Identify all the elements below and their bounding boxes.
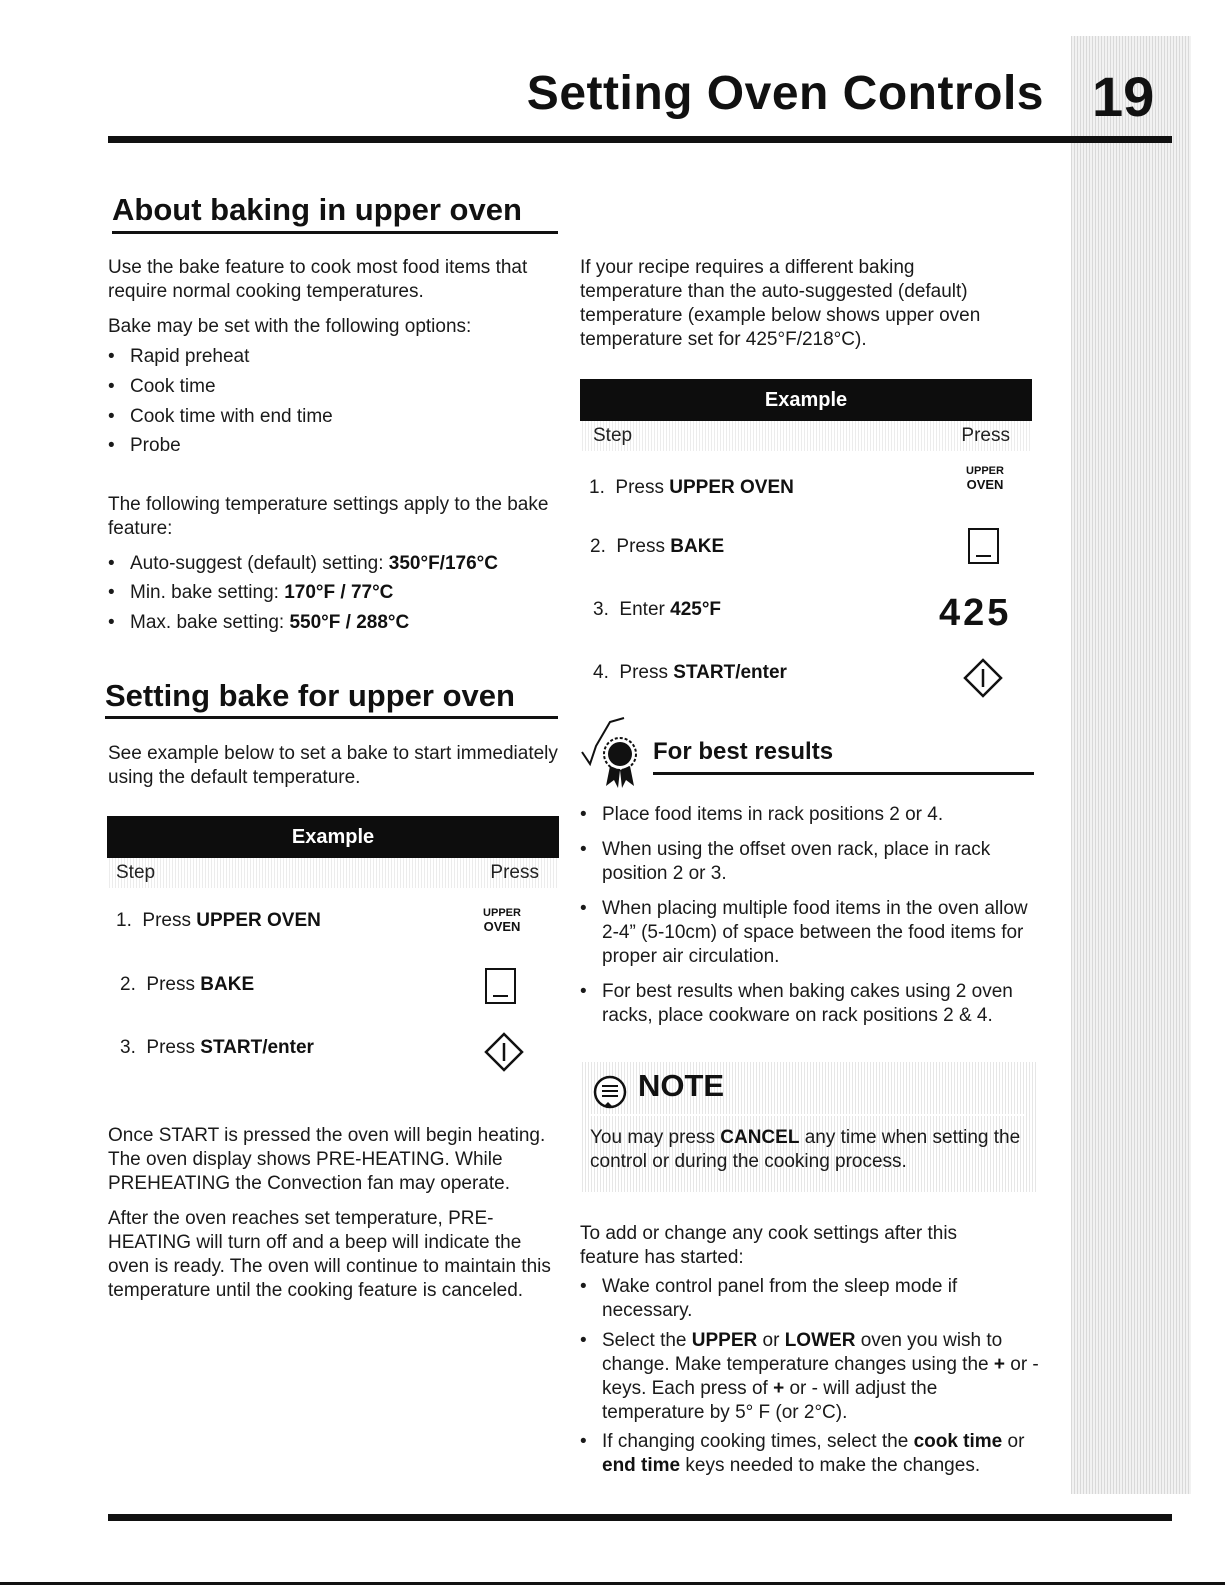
col-step: Step	[593, 425, 633, 446]
about-intro: Use the bake feature to cook most food items that require normal cooking temperatures.	[108, 257, 528, 302]
temp-item: • Min. bake setting: 170°F / 77°C	[108, 581, 393, 605]
option-item: • Cook time	[108, 375, 216, 399]
note-icon	[592, 1074, 628, 1110]
option-item: • Probe	[108, 434, 181, 458]
upper-oven-key: UPPER OVEN	[483, 907, 521, 934]
page-title: Setting Oven Controls	[526, 67, 1044, 120]
footer-rule	[108, 1514, 1172, 1521]
award-ribbon-icon	[580, 716, 648, 792]
temps-intro: The following temperature settings apply to the bake feature:	[108, 494, 549, 539]
option-item: • Cook time with end time	[108, 405, 333, 429]
best-results-item: • Place food items in rack positions 2 or 4.	[580, 803, 1042, 827]
change-item: • Wake control panel from the sleep mode if necessary.	[580, 1275, 1022, 1323]
best-results-item: • When placing multiple food items in the oven allow 2-4” (5-10cm) of space between the food items for proper air circulation.	[580, 897, 1042, 969]
example-step: 3. Enter 425°F	[593, 599, 722, 620]
example-step: 1. Press UPPER OVEN	[589, 477, 794, 498]
after-start-text: Once START is pressed the oven will begin heating. The oven display shows PRE-HEATING. While PREHEATING the Convection fan may operate.	[108, 1125, 546, 1194]
change-item: • Select the UPPER or LOWER oven you wish to change. Make temperature changes using the + or - keys. Each press of + or - will adjust the temperature by 5° F (or 2°C).	[580, 1329, 1042, 1425]
bake-key-icon	[968, 528, 999, 564]
example-header: Example	[107, 816, 559, 858]
note-box	[580, 1062, 1036, 1192]
change-item: • If changing cooking times, select the cook time or end time keys needed to make the changes.	[580, 1430, 1047, 1478]
about-heading-rule	[112, 231, 558, 234]
example-step: 3. Press START/enter	[120, 1037, 314, 1058]
upper-oven-key: UPPER OVEN	[966, 465, 1004, 492]
note-text: You may press CANCEL any time when setting the control or during the cooking process.	[590, 1127, 1021, 1172]
best-results-heading: For best results	[653, 738, 834, 765]
col-press: Press	[961, 425, 1010, 446]
example-columns	[107, 858, 559, 888]
example-header: Example	[580, 379, 1032, 421]
best-results-rule	[653, 772, 1034, 775]
bake-key-icon	[485, 968, 516, 1004]
temp-item: • Auto-suggest (default) setting: 350°F/176°C	[108, 552, 498, 576]
about-options-intro: Bake may be set with the following options:	[108, 316, 472, 337]
example-step: 4. Press START/enter	[593, 662, 787, 683]
note-title: NOTE	[638, 1068, 725, 1103]
after-temp-text: After the oven reaches set temperature, PRE-HEATING will turn off and a beep will indicate the oven is ready. The oven will continue to maintain this temperature until the cooking feature is canceled.	[108, 1208, 551, 1301]
header-rule	[108, 136, 1172, 143]
note-rule	[590, 1114, 1026, 1116]
setting-heading: Setting bake for upper oven	[105, 678, 515, 713]
temperature-display: 425	[939, 592, 1012, 634]
start-key-icon	[484, 1032, 524, 1072]
example-step: 1. Press UPPER OVEN	[116, 910, 321, 931]
option-item: • Rapid preheat	[108, 345, 249, 369]
col-step: Step	[116, 862, 156, 883]
col-press: Press	[490, 862, 539, 883]
change-intro: To add or change any cook settings after this feature has started:	[580, 1223, 958, 1268]
right-intro: If your recipe requires a different baking temperature than the auto-suggested (default) temperature (example below shows upper oven temperature set for 425°F/218°C).	[580, 257, 981, 350]
page-edge-tab	[1071, 36, 1191, 1494]
temp-item: • Max. bake setting: 550°F / 288°C	[108, 611, 409, 635]
example-step: 2. Press BAKE	[120, 974, 255, 995]
start-key-icon	[963, 658, 1003, 698]
about-heading: About baking in upper oven	[112, 192, 522, 227]
best-results-item: • When using the offset oven rack, place in rack position 2 or 3.	[580, 838, 1042, 886]
setting-intro: See example below to set a bake to start immediately using the default temperature.	[108, 743, 558, 788]
page-number: 19	[1092, 65, 1155, 128]
setting-heading-rule	[105, 716, 558, 719]
example-step: 2. Press BAKE	[590, 536, 725, 557]
best-results-item: • For best results when baking cakes using 2 oven racks, place cookware on rack positions 2 & 4.	[580, 980, 1042, 1028]
example-columns	[580, 421, 1032, 451]
